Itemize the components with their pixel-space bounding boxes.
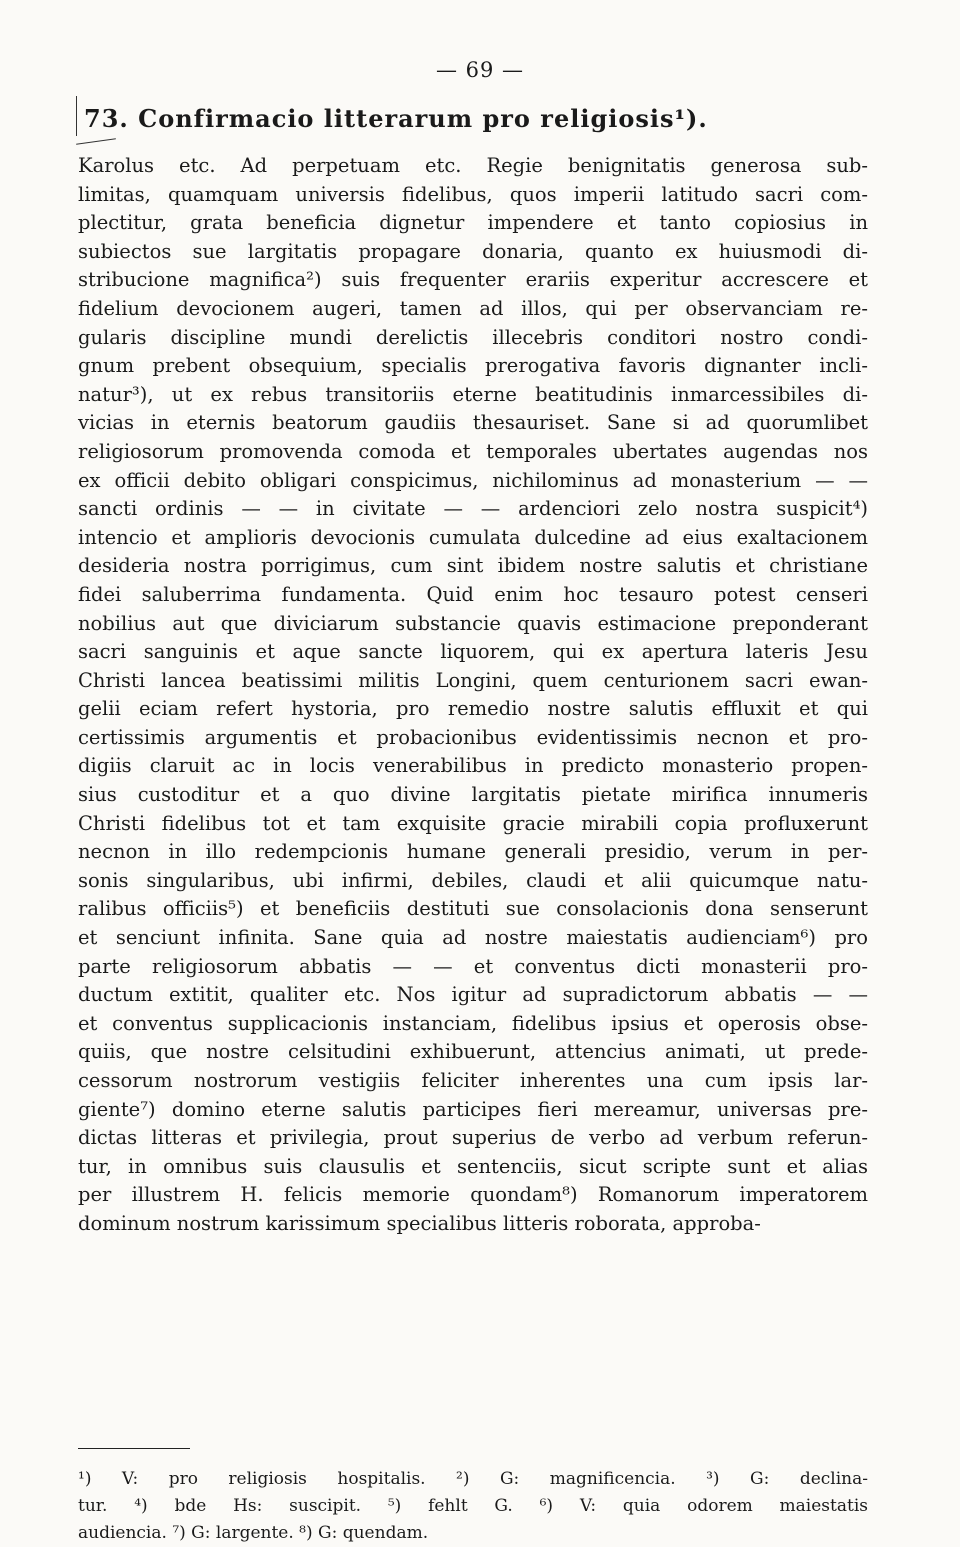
text-line: desideria nostra porrigimus, cum sint ibidem nostre salutis et christiane: [78, 554, 868, 578]
footnote-line: audiencia. ⁷) G: largente. ⁸) G: quendam.: [78, 1523, 429, 1543]
text-line: dominum nostrum karissimum specialibus litteris roborata, approba-: [78, 1211, 761, 1235]
text-line: religiosorum promovenda comoda et temporales ubertates augendas nos: [78, 439, 868, 463]
text-line: sancti ordinis — — in civitate — — ardenciori zelo nostra suspicit⁴): [78, 497, 868, 521]
text-line: et conventus supplicacionis instanciam, fidelibus ipsius et operosis obse-: [78, 1011, 868, 1035]
text-line: gelii eciam refert hystoria, pro remedio nostre salutis effluxit et qui: [78, 697, 868, 721]
text-line: per illustrem H. felicis memorie quondam⁸) Romanorum imperatorem: [78, 1183, 868, 1207]
text-line: ralibus officiis⁵) et beneficiis destituti sue consolacionis dona senserunt: [78, 897, 868, 921]
text-line: sonis singularibus, ubi infirmi, debiles, claudi et alii quicumque natu-: [78, 868, 868, 892]
footnotes: [78, 1466, 868, 1547]
text-line: parte religiosorum abbatis — — et conventus dicti monasterii pro-: [78, 954, 868, 978]
text-line: natur³), ut ex rebus transitoriis eterne beatitudinis inmarcessibiles di-: [78, 382, 868, 406]
text-line: vicias in eternis beatorum gaudiis thesauriset. Sane si ad quorumlibet: [78, 411, 868, 435]
text-line: fidelium devocionem augeri, tamen ad illos, qui per observanciam re-: [78, 296, 868, 320]
text-line: Christi lancea beatissimi militis Longini, quem centurionem sacri ewan-: [78, 668, 868, 692]
text-line: ductum extitit, qualiter etc. Nos igitur ad supradictorum abbatis — —: [78, 983, 868, 1007]
text-line: sius custoditur et a quo divine largitatis pietate mirifica innumeris: [78, 783, 868, 807]
text-line: sacri sanguinis et aque sancte liquorem, qui ex apertura lateris Jesu: [78, 640, 868, 664]
text-line: fidei saluberrima fundamenta. Quid enim hoc tesauro potest censeri: [78, 582, 868, 606]
text-line: tur, in omnibus suis clausulis et sentenciis, sicut scripte sunt et alias: [78, 1154, 868, 1178]
document-heading: 73. Confirmacio litterarum pro religiosis¹).: [84, 104, 708, 133]
text-line: intencio et amplioris devocionis cumulata dulcedine ad eius exaltacionem: [78, 525, 868, 549]
text-line: limitas, quamquam universis fidelibus, quos imperii latitudo sacri com-: [78, 182, 868, 206]
footnote-line: tur. ⁴) bde Hs: suscipit. ⁵) fehlt G. ⁶) V: quia odorem maiestatis: [78, 1496, 868, 1516]
text-line: ex officii debito obligari conspicimus, nichilominus ad monasterium — —: [78, 468, 868, 492]
text-line: plectitur, grata beneficia dignetur impendere et tanto copiosius in: [78, 211, 868, 235]
text-line: gularis discipline mundi derelictis illecebris conditori nostro condi-: [78, 325, 868, 349]
text-line: nobilius aut que diviciarum substancie quavis estimacione preponderant: [78, 611, 868, 635]
text-line: subiectos sue largitatis propagare donaria, quanto ex huiusmodi di-: [78, 239, 868, 263]
text-line: digiis claruit ac in locis venerabilibus in predicto monasterio propen-: [78, 754, 868, 778]
text-line: quiis, que nostre celsitudini exhibuerunt, attencius animati, ut prede-: [78, 1040, 868, 1064]
main-text: [78, 152, 868, 1239]
text-line: dictas litteras et privilegia, prout superius de verbo ad verbum referun-: [78, 1126, 868, 1150]
text-line: gnum prebent obsequium, specialis prerogativa favoris dignanter incli-: [78, 354, 868, 378]
text-line: giente⁷) domino eterne salutis participes fieri mereamur, universas pre-: [78, 1097, 868, 1121]
footnote-divider: [78, 1448, 190, 1449]
footnote-line: ¹) V: pro religiosis hospitalis. ²) G: magnificencia. ³) G: declina-: [78, 1469, 868, 1489]
text-line: necnon in illo redempcionis humane generali presidio, verum in per-: [78, 840, 868, 864]
text-line: certissimis argumentis et probacionibus evidentissimis necnon et pro-: [78, 725, 868, 749]
text-line: cessorum nostrorum vestigiis feliciter inherentes una cum ipsis lar-: [78, 1069, 868, 1092]
text-line: Karolus etc. Ad perpetuam etc. Regie benignitatis generosa sub-: [78, 154, 868, 177]
page-number: — 69 —: [435, 58, 525, 82]
text-line: Christi fidelibus tot et tam exquisite gracie mirabili copia profluxerunt: [78, 811, 868, 835]
text-line: stribucione magnifica²) suis frequenter erariis experitur accrescere et: [78, 268, 868, 292]
text-line: et senciunt infinita. Sane quia ad nostre maiestatis audienciam⁶) pro: [78, 926, 868, 950]
